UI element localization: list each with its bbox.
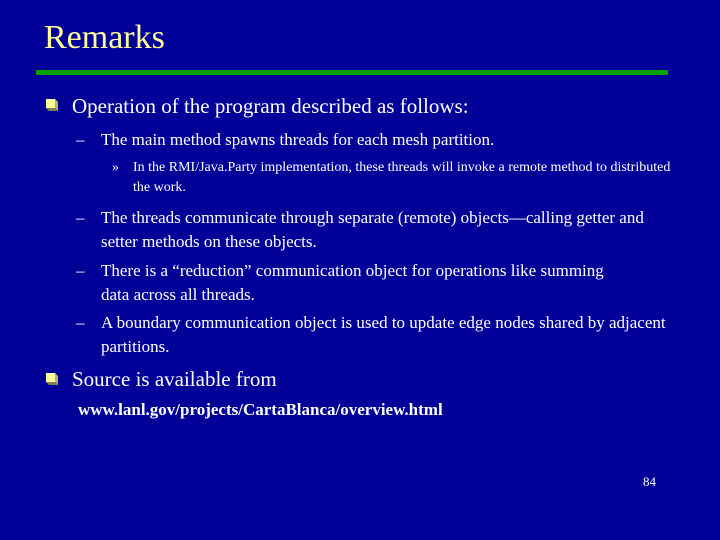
subbullet-main-method: The main method spawns threads for each mesh partition.	[101, 130, 495, 149]
bullet-operation: Operation of the program described as follows:	[72, 94, 469, 118]
raquo-marker: »	[112, 160, 119, 175]
dash-marker: –	[76, 208, 85, 227]
page-number: 84	[643, 474, 656, 489]
subbullet-threads-communicate: The threads communicate through separate (remote) objects—calling getter and setter methods on these objects.	[101, 208, 644, 251]
dash-marker: –	[76, 130, 85, 149]
source-url-link[interactable]: www.lanl.gov/projects/CartaBlanca/overview.html	[78, 400, 443, 419]
dash-marker: –	[76, 261, 85, 280]
subsubbullet-rmi: In the RMI/Java.Party implementation, these threads will invoke a remote method to distributed the work.	[133, 160, 671, 195]
title-underline	[36, 70, 668, 75]
dash-marker: –	[76, 313, 85, 332]
square-bullet-icon	[44, 371, 60, 387]
subbullet-reduction: There is a “reduction” communication object for operations like summing data across all threads.	[101, 261, 604, 304]
slide-title: Remarks	[44, 19, 165, 56]
bullet-source: Source is available from	[72, 367, 277, 391]
square-bullet-icon	[44, 97, 60, 113]
subbullet-boundary: A boundary communication object is used to update edge nodes shared by adjacent partitions.	[101, 313, 666, 356]
